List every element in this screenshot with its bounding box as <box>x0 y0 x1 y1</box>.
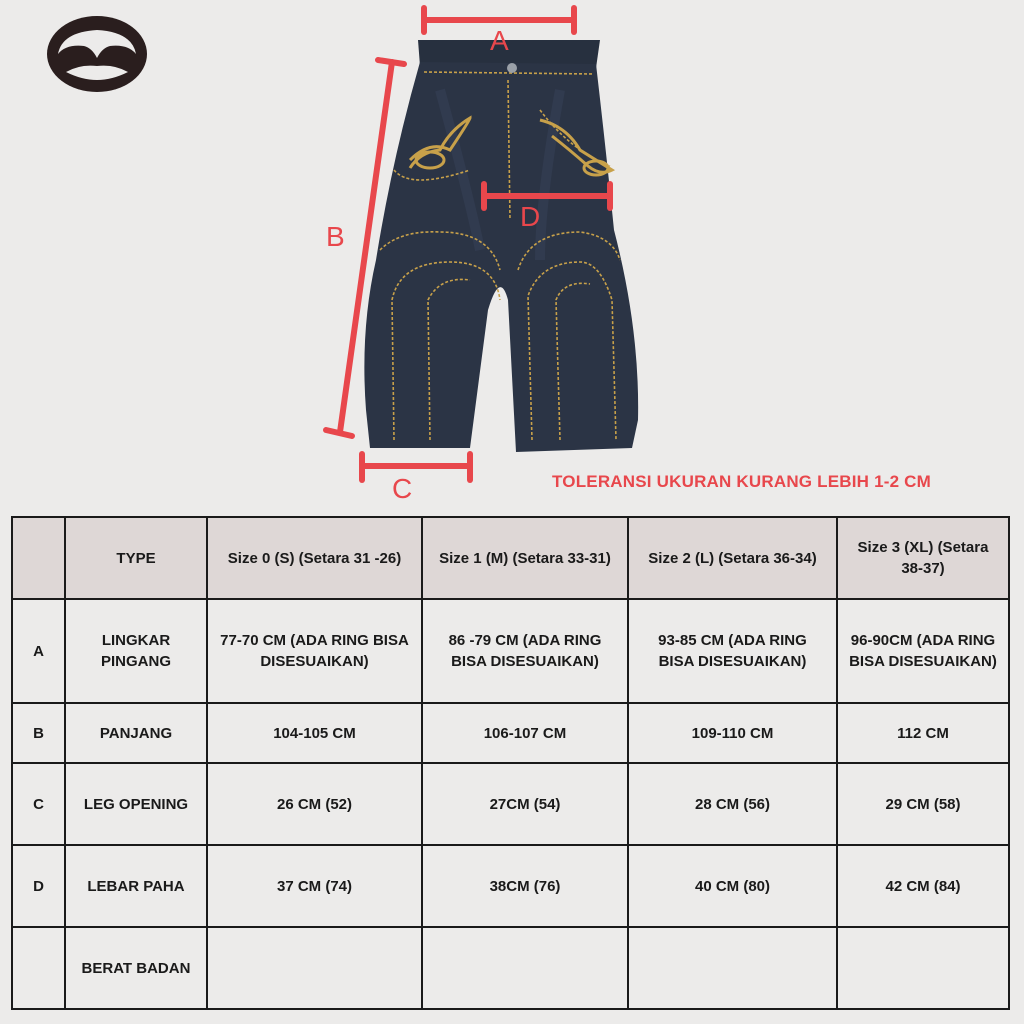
tolerance-note: TOLERANSI UKURAN KURANG LEBIH 1-2 CM <box>552 472 932 491</box>
cell-value: 96-90CM (ADA RING BISA DISESUAIKAN) <box>837 599 1009 703</box>
cell-value: 112 CM <box>837 703 1009 763</box>
row-code: A <box>12 599 65 703</box>
row-name: LEG OPENING <box>65 763 207 845</box>
label-c: C <box>392 473 413 504</box>
cell-value: 86 -79 CM (ADA RING BISA DISESUAIKAN) <box>422 599 628 703</box>
header-size-0: Size 0 (S) (Setara 31 -26) <box>207 517 422 599</box>
cell-value: 26 CM (52) <box>207 763 422 845</box>
cell-value: 28 CM (56) <box>628 763 837 845</box>
header-type: TYPE <box>65 517 207 599</box>
row-code: B <box>12 703 65 763</box>
cell-value: 77-70 CM (ADA RING BISA DISESUAIKAN) <box>207 599 422 703</box>
cell-value: 106-107 CM <box>422 703 628 763</box>
cell-value: 29 CM (58) <box>837 763 1009 845</box>
cell-value: 37 CM (74) <box>207 845 422 927</box>
table-row <box>12 763 1009 845</box>
row-name: PANJANG <box>65 703 207 763</box>
jeans-image <box>364 40 638 452</box>
cell-value: 104-105 CM <box>207 703 422 763</box>
table-header-row <box>12 517 1009 599</box>
table-row <box>12 845 1009 927</box>
cell-value: 38CM (76) <box>422 845 628 927</box>
label-b: B <box>326 221 345 252</box>
header-corner <box>12 517 65 599</box>
cell-value <box>207 927 422 1009</box>
label-a: A <box>490 25 509 56</box>
size-chart-table <box>11 516 1010 1010</box>
row-code <box>12 927 65 1009</box>
cell-value: 93-85 CM (ADA RING BISA DISESUAIKAN) <box>628 599 837 703</box>
cell-value <box>628 927 837 1009</box>
cell-value: 109-110 CM <box>628 703 837 763</box>
row-name: LEBAR PAHA <box>65 845 207 927</box>
row-name: LINGKAR PINGANG <box>65 599 207 703</box>
cell-value: 27CM (54) <box>422 763 628 845</box>
label-d: D <box>520 201 541 232</box>
table-row <box>12 703 1009 763</box>
cell-value: 40 CM (80) <box>628 845 837 927</box>
cell-value: 42 CM (84) <box>837 845 1009 927</box>
table-row <box>12 927 1009 1009</box>
row-code: C <box>12 763 65 845</box>
cell-value <box>837 927 1009 1009</box>
table-row <box>12 599 1009 703</box>
header-size-1: Size 1 (M) (Setara 33-31) <box>422 517 628 599</box>
row-code: D <box>12 845 65 927</box>
header-size-3: Size 3 (XL) (Setara 38-37) <box>837 517 1009 599</box>
row-name: BERAT BADAN <box>65 927 207 1009</box>
cell-value <box>422 927 628 1009</box>
header-size-2: Size 2 (L) (Setara 36-34) <box>628 517 837 599</box>
